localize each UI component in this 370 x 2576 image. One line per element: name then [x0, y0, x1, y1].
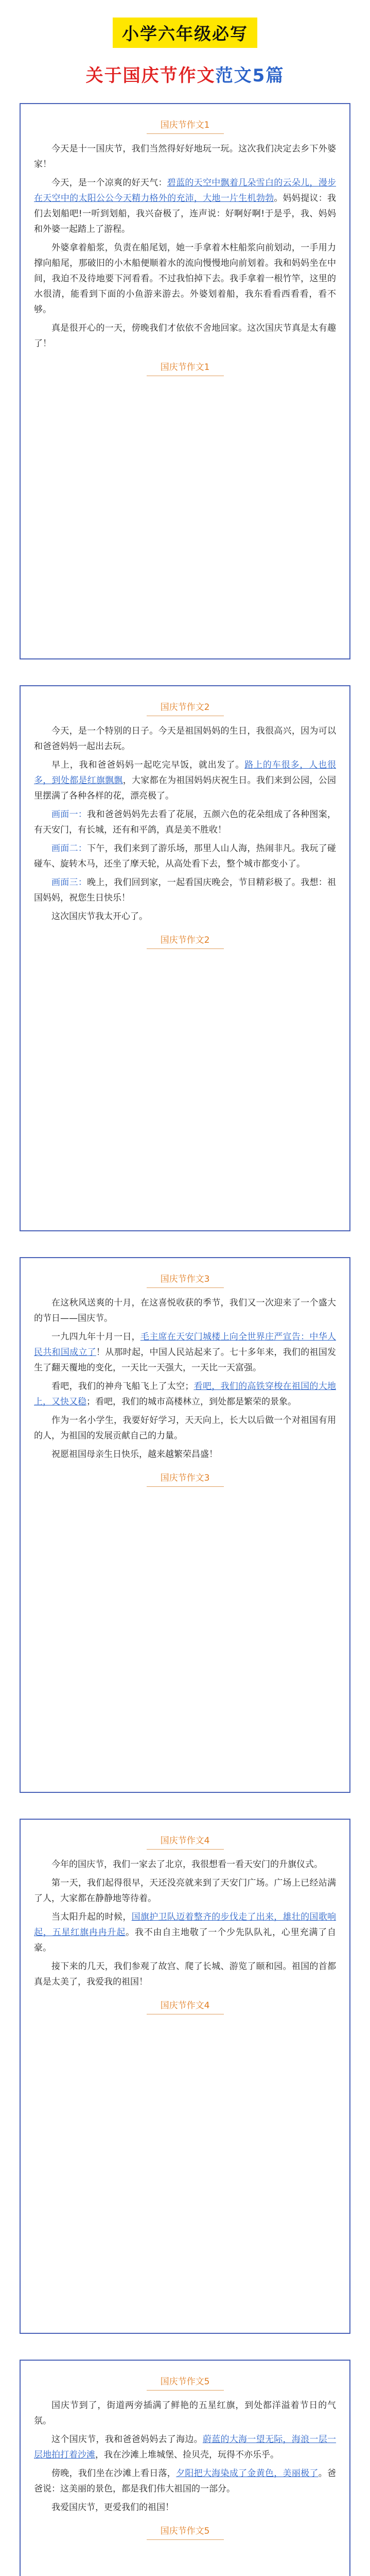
essay-end-title: 国庆节作文2 [34, 933, 336, 949]
paragraph-text: 傍晚，我们坐在沙滩上看日落， [51, 2468, 177, 2479]
paragraph-text: 今天，是一个特别的日子。今天是祖国妈妈的生日，我很高兴，因为可以和爸爸妈妈一起出去玩。 [34, 726, 336, 752]
essay-paragraph [34, 1295, 336, 1326]
paragraph-text: 接下来的几天，我们参观了故宫、爬了长城、游览了颐和园。祖国的首都真是太美了，我爱我的祖国！ [34, 1961, 336, 1987]
highlighted-sentence: 国旗护卫队迈着整齐的步伐走了出来，雄壮的国歌响起，五星红旗冉冉升起 [34, 1912, 337, 1938]
page-subtitle [0, 61, 370, 87]
paragraph-text: 作为一名小学生，我要好好学习，天天向上，长大以后做一个对祖国有用的人，为祖国的发展贡献自己的力量。 [34, 1415, 336, 1441]
page-header [0, 0, 370, 88]
essay-title: 国庆节作文5 [34, 2374, 336, 2391]
essay-body [34, 2398, 336, 2540]
essay-body [34, 1857, 336, 2014]
essay-end-title: 国庆节作文1 [34, 360, 336, 376]
paragraph-text: 这个国庆节，我和爸爸妈妈去了海边。 [51, 2434, 203, 2445]
essay-paragraph [34, 320, 336, 351]
highlighted-sentence: 碧蓝的天空中飘着几朵雪白的云朵儿，漫步在天空中的太阳公公今天精力格外的充沛，大地一片生机勃勃 [34, 178, 337, 204]
essay-paragraph [34, 1875, 336, 1906]
paragraph-text: 今年的国庆节，我们一家去了北京，我很想看一看天安门的升旗仪式。 [51, 1859, 323, 1870]
essay-paragraph [34, 723, 336, 754]
essay-paragraph [34, 807, 336, 838]
essay-paragraph [34, 2398, 336, 2429]
paragraph-text: 在这秋风送爽的十月，在这喜悦收获的季节，我们又一次迎来了一个盛大的节日——国庆节。 [34, 1298, 336, 1324]
essay-paragraph [34, 141, 336, 172]
paragraph-text: 。我不由自主地敬了一个少先队队礼，心里充满了自豪。 [34, 1927, 336, 1953]
essay-paragraph [34, 240, 336, 317]
essay-body [34, 1295, 336, 1487]
essay-title: 国庆节作文3 [34, 1272, 336, 1288]
paragraph-text: 一九四九年十月一日， [51, 1332, 140, 1342]
paragraph-text: 祝愿祖国母亲生日快乐，越来越繁荣昌盛！ [51, 1449, 218, 1460]
essay-paragraph [34, 2466, 336, 2497]
essay-card-5 [20, 2360, 350, 2576]
page-title: 小学六年级必写 [113, 18, 257, 48]
paragraph-text: 这次国庆节我太开心了。 [51, 911, 148, 922]
essay-card-1 [20, 103, 350, 659]
highlighted-sentence: 路上的车很多，人也很多，到处都是红旗飘飘 [34, 760, 337, 786]
paragraph-label: 画面一： [51, 809, 87, 820]
essay-paragraph [34, 1857, 336, 1872]
essay-card-3 [20, 1257, 350, 1793]
paragraph-text: 外婆拿着船浆，负责在船尾划，她一手拿着木柱船浆向前划动，一手用力撑向船尾，那破旧的小木船便顺着水的流向慢慢地向前划着。我和妈妈坐在中间，我迫不及待地要下河看看。不过我怕掉下去。我手拿着一根竹竿，这里的水很清，能看到下面的小鱼游来游去。外婆划着船，我东看看西看看，看不够。 [34, 243, 336, 315]
paragraph-text: 我爱国庆节，更爱我们的祖国！ [51, 2502, 174, 2513]
essay-paragraph [34, 1909, 336, 1956]
paragraph-text: 晚上，我们回到家，一起看国庆晚会，节目精彩极了。我想：祖国妈妈，祝您生日快乐！ [34, 877, 337, 903]
essay-title: 国庆节作文2 [34, 700, 336, 716]
essay-paragraph [34, 757, 336, 804]
essay-paragraph [34, 1379, 336, 1410]
paragraph-label: 画面三： [51, 877, 87, 888]
essay-paragraph [34, 2500, 336, 2515]
paragraph-text: ；看吧，我们的城市高楼林立，到处都是繁荣的景象。 [86, 1397, 296, 1407]
essay-paragraph [34, 2432, 336, 2463]
essay-paragraph [34, 1447, 336, 1462]
essay-body [34, 141, 336, 376]
paragraph-text: 。爸爸说：这美丽的景色，都是我们伟大祖国的一部分。 [34, 2468, 337, 2494]
subtitle-main: 关于国庆节作文 [85, 65, 216, 86]
highlighted-sentence: 毛主席在天安门城楼上向全世界庄严宣告：中华人民共和国成立了 [34, 1332, 337, 1358]
essay-paragraph [34, 1413, 336, 1444]
paragraph-text: ！从那时起，中国人民站起来了。七十多年来，我们的祖国发生了翻天覆地的变化，一天比一天强大，一天比一天富强。 [34, 1347, 337, 1373]
highlighted-sentence: 蔚蓝的大海一望无际，海浪一层一层地拍打着沙滩 [34, 2434, 337, 2460]
essay-paragraph [34, 175, 336, 237]
essay-paragraph [34, 909, 336, 924]
paragraph-text: 下午，我们来到了游乐场，那里人山人海，热闹非凡。我玩了碰碰车、旋转木马，还坐了摩天轮，从高处看下去，整个城市都变小了。 [34, 843, 337, 869]
paragraph-text: 今天是十一国庆节，我们当然得好好地玩一玩。这次我们决定去乡下外婆家！ [34, 144, 336, 170]
essay-body [34, 723, 336, 949]
essay-paragraph [34, 875, 336, 906]
paragraph-text: 看吧，我们的神舟飞船飞上了太空； [51, 1381, 194, 1392]
paragraph-text: 早上，我和爸爸妈妈一起吃完早饭，就出发了。 [51, 760, 245, 770]
essay-card-2 [20, 685, 350, 1231]
highlighted-sentence: 夕阳把大海染成了金黄色，美丽极了 [176, 2468, 319, 2479]
paragraph-text: 当太阳升起的时候， [51, 1912, 132, 1922]
essay-title: 国庆节作文1 [34, 117, 336, 134]
essay-end-title: 国庆节作文4 [34, 1998, 336, 2014]
paragraph-text: 。妈妈提议：我们去划船吧!一听到划船，我兴奋极了，连声说：好啊好啊!于是乎，我、妈妈和外婆一起踏上了游程。 [34, 193, 337, 234]
essay-end-title: 国庆节作文5 [34, 2523, 336, 2540]
paragraph-text: 我和爸爸妈妈先去看了花展，五颜六色的花朵组成了各种图案，有天安门，有长城，还有和平鸽，真是美不胜收！ [34, 809, 337, 835]
paragraph-text: 真是很开心的一天，傍晚我们才依依不舍地回家。这次国庆节真是太有趣了！ [34, 323, 336, 349]
essay-card-4 [20, 1819, 350, 2334]
paragraph-text: 国庆节到了，街道两旁插满了鲜艳的五星红旗，到处都洋溢着节日的气氛。 [34, 2400, 336, 2426]
essay-paragraph [34, 841, 336, 872]
essay-paragraph [34, 1959, 336, 1990]
essay-title: 国庆节作文4 [34, 1833, 336, 1850]
paragraph-text: 第一天，我们起得很早，天还没亮就来到了天安门广场。广场上已经站满了人，大家都在静静地等待着。 [34, 1878, 336, 1904]
paragraph-label: 画面二： [51, 843, 87, 854]
essay-paragraph [34, 1329, 336, 1376]
paragraph-text: 今天，是一个凉爽的好天气： [51, 178, 167, 188]
essay-end-title: 国庆节作文3 [34, 1470, 336, 1487]
paragraph-text: ，我在沙滩上堆城堡、捡贝壳，玩得不亦乐乎。 [95, 2450, 279, 2460]
paragraph-text: ，大家都在为祖国妈妈庆祝生日。我们来到公园，公园里摆满了各种各样的花，漂亮极了。 [34, 775, 337, 801]
highlighted-sentence: 看吧，我们的高铁穿梭在祖国的大地上，又快又稳 [34, 1381, 337, 1407]
subtitle-count: 范文5篇 [215, 65, 285, 86]
